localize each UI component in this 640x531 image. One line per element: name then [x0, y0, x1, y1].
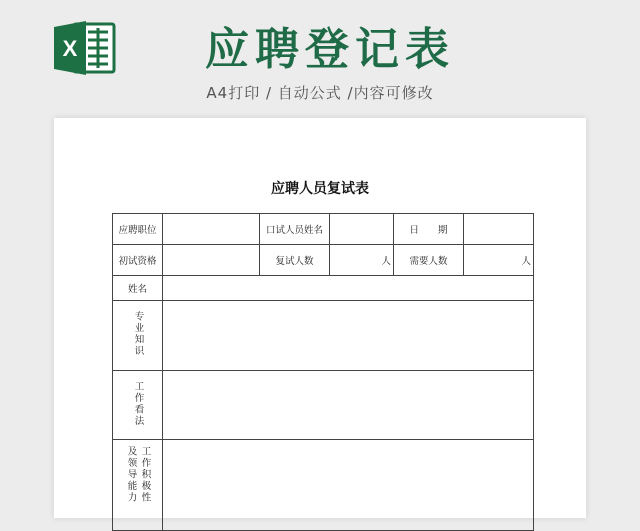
form-title: 应聘人员复试表	[271, 181, 369, 197]
label-work-views: 工作看法	[113, 371, 163, 440]
label-initial-qualification: 初试资格	[113, 245, 163, 276]
value-needed-count[interactable]: 人	[464, 245, 534, 276]
table-row	[113, 371, 534, 440]
table-row	[113, 245, 534, 276]
value-position[interactable]	[163, 214, 260, 245]
label-retest-count: 复试人数	[260, 245, 330, 276]
value-interviewer[interactable]	[330, 214, 394, 245]
table-row	[113, 276, 534, 301]
table-row	[113, 301, 534, 371]
label-interviewer: 口试人员姓名	[260, 214, 330, 245]
label-needed-count: 需要人数	[394, 245, 464, 276]
page-title: 应聘登记表	[205, 24, 455, 75]
form-sheet	[54, 118, 586, 518]
value-retest-count[interactable]: 人	[330, 245, 394, 276]
table-row	[113, 214, 534, 245]
value-initiative-leadership[interactable]	[163, 440, 534, 531]
interview-form-table	[112, 213, 534, 531]
value-name[interactable]	[163, 276, 534, 301]
page-subtitle: A4打印 / 自动公式 /内容可修改	[206, 84, 434, 102]
value-date[interactable]	[464, 214, 534, 245]
label-professional-knowledge: 专业知识	[113, 301, 163, 371]
table-row	[113, 440, 534, 531]
label-position: 应聘职位	[113, 214, 163, 245]
excel-logo-icon	[52, 18, 116, 78]
label-date: 日 期	[394, 214, 464, 245]
label-name: 姓名	[113, 276, 163, 301]
label-initiative-leadership: 及领导能力 工作积极性	[113, 440, 163, 531]
value-professional-knowledge[interactable]	[163, 301, 534, 371]
svg-text:X: X	[62, 36, 78, 61]
value-work-views[interactable]	[163, 371, 534, 440]
value-initial-qualification[interactable]	[163, 245, 260, 276]
